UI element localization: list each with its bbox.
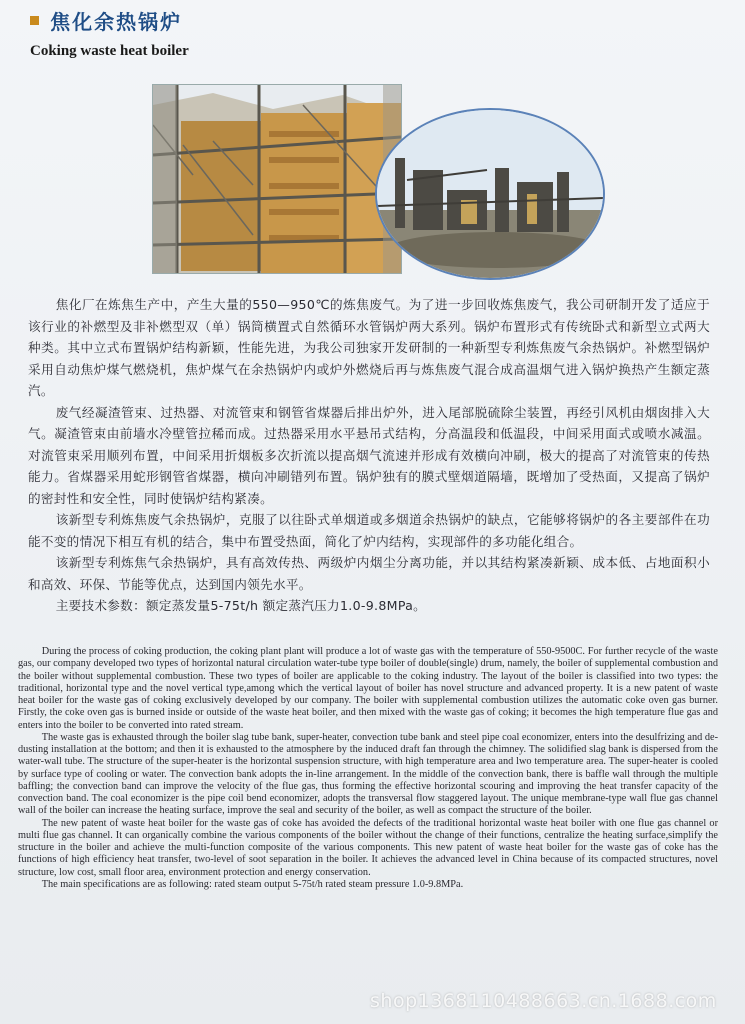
english-description: [18, 646, 718, 891]
coking-plant-illustration: [377, 110, 603, 278]
cn-paragraph: 焦化厂在炼焦生产中，产生大量的550—950℃的炼焦废气。为了进一步回收炼焦废气，我公司研制开发了适应于该行业的补燃型及非补燃型双（单）锅筒横置式自然循环水管锅炉两大系列。锅炉布置形式有传统卧式和新型立式两大种类。其中立式布置锅炉结构新颖，性能先进，为我公司独家开发研制的一种新型专利炼焦废气余热锅炉。补燃型锅炉采用自动焦炉煤气燃烧机，焦炉煤气在余热锅炉内或炉外燃烧后再与炼焦废气混合成高温烟气进入锅炉换热产生额定蒸汽。: [28, 297, 710, 398]
page-header: [30, 6, 189, 60]
page-title-en: Coking waste heat boiler: [30, 43, 189, 59]
cn-paragraph: 该新型专利炼焦气余热锅炉，具有高效传热、两级炉内烟尘分离功能，并以其结构紧凑新颖、成本低、占地面积小和高效、环保、节能等优点，达到国内领先水平。: [28, 555, 710, 592]
en-specifications: The main specifications are as following: rated steam output 5-75t/h rated steam pressure 1.0-9.8MPa.: [41, 878, 464, 890]
coking-plant-photo: [375, 108, 605, 280]
en-paragraph: During the process of coking production, the coking plant plant will produce a lot of waste gas with the temperature of 550-9500C. For further recycle of the waste gas, our company developed two types of horizontal natural circulation water-tube type boiler of double(single) drum, namely, the boiler of supplemental combustion and the boiler without supplemental combustion. These two types of boiler are applicable to the coking industry. The layout of the boiler is classified into two types: the traditional, horizontal type and the novel vertical type,among which the vertical layout of boiler has novel structure and advanced property. It is a new patent of waste heat boiler for the waste gas of coking exclusively developed by our company. The boiler with supplemental combustion utilizes the automatic coke oven gas burner. Firstly, the coke oven gas is burned inside or outside of the waste heat boiler, and then mixed with the waste gas of coking; it becomes the high temperature flue gas and enters into the boiler to be converted into rated stream.: [18, 646, 718, 731]
title-bullet-icon: [30, 16, 39, 25]
cn-paragraph: 废气经凝渣管束、过热器、对流管束和钢管省煤器后排出炉外，进入尾部脱硫除尘装置，再经引风机由烟囱排入大气。凝渣管束由前墙水冷壁管拉稀而成。过热器采用水平悬吊式结构，分高温段和低温段，中间采用面式或喷水减温。对流管束采用顺列布置，中间采用折烟板多次折流以提高烟气流速并形成有效横向冲刷，极大的提高了对流管束的传热能力。省煤器采用蛇形钢管省煤器，横向冲刷错列布置。锅炉独有的膜式壁烟道隔墙，既增加了受热面，又提高了锅炉的密封性和安全性，同时使锅炉结构紧凑。: [28, 404, 710, 506]
en-paragraph: The waste gas is exhausted through the boiler slag tube bank, super-heater, convection tube bank and steel pipe coal economizer, enters into the desulfrizing and de-dusting installation at the bottom; and then it is exhausted to the atmosphere by the induced draft fan through the chimney. The solidified slag bank is dispersed from the water-wall tube. The structure of the super-heater is the horizontal suspension structure, with high temperature area and lwo temperature area. The super-heater is cooled by surface type of cooling or water. The convection bank adopts the in-line arrangement. In the middle of the convection bank, there is baffle wall through the multiple baffling; the convection band can improve the velocity of the flue gas, thus forming the effective horizontal scouring and improving the heat transfer capacity of the convection band. The coal economizer is the pipe coil bend economizer, adopts the transversal flow staggered layout. The unique membrane-type wall flue gas channel wall of the boiler can increase the heating surface, improve the seal and security of the boiler, as well as compact the structure of the boiler.: [18, 731, 718, 817]
en-paragraph: The new patent of waste heat boiler for the waste gas of coke has avoided the defects of the traditional horizontal waste heat boiler with one flue gas channel or multi flue gas channel. It can organically combine the various components of the boiler without the change of their functions, centralize the heating surface,simplify the structure in the boiler and achieve the multi-function composite of the various components. This new patent of waste heat boiler for the waste gas of coke has the functions of high efficiency heat transfer, two-level of soot separation in the boiler. It achieves the advanced level in China because of its compacted structures, novel structure, low cost, small floor area, environment protection and energy conservation.: [18, 817, 718, 878]
boiler-structure-illustration: [153, 85, 401, 273]
boiler-photo: [152, 84, 402, 274]
shop-watermark: shop1368110488663.cn.1688.com: [370, 990, 717, 1012]
chinese-description: [28, 294, 710, 617]
cn-paragraph: 该新型专利炼焦废气余热锅炉，克服了以往卧式单烟道或多烟道余热锅炉的缺点，它能够将锅炉的各主要部件在功能不变的情况下相互有机的结合，集中布置受热面，简化了炉内结构，实现部件的多功能化组合。: [28, 512, 710, 549]
cn-specifications: 主要技术参数：额定蒸发量5-75t/h 额定蒸汽压力1.0-9.8MPa。: [55, 598, 427, 613]
page-title-cn: 焦化余热锅炉: [50, 10, 183, 34]
